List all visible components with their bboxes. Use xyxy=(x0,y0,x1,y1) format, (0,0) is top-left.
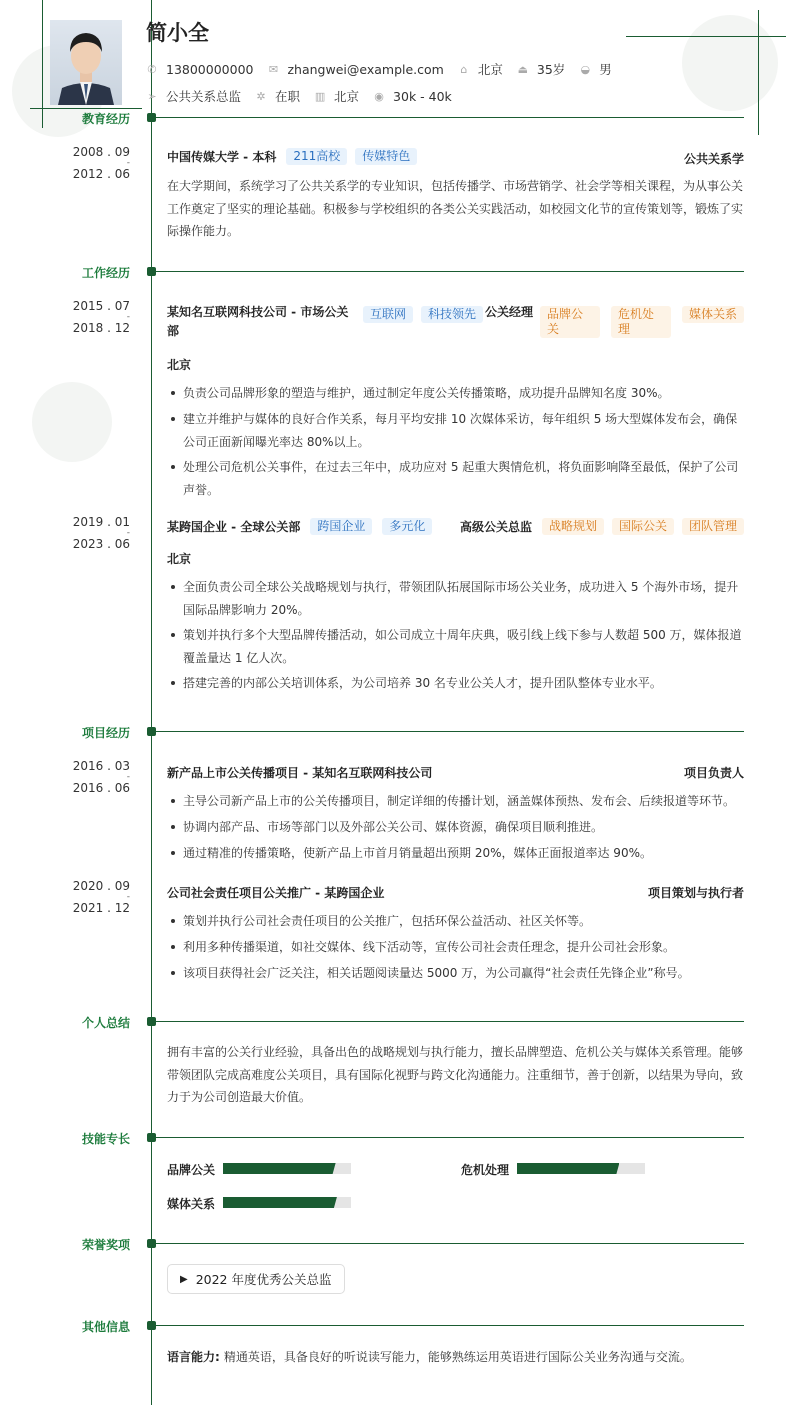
tag: 多元化 xyxy=(382,518,432,535)
date-start: 2020 . 09 xyxy=(72,879,130,893)
intent-row xyxy=(146,87,466,105)
job-role: 公关经理 xyxy=(485,305,534,319)
other-text: 精通英语，具备良好的听说读写能力，能够熟练运用英语进行国际公关业务沟通与交流。 xyxy=(223,1350,692,1364)
building-icon: ▥ xyxy=(314,89,326,103)
section-marker xyxy=(147,1133,156,1142)
date-range: 2015 . 07 - 2018 . 12 xyxy=(72,299,130,335)
date-range: 2016 . 03 - 2016 . 06 xyxy=(72,759,130,795)
skill-bar-fill xyxy=(223,1163,336,1174)
list-item: 策划并执行多个大型品牌传播活动，如公司成立十周年庆典，吸引线上线下参与人数超 500 万，媒体报道覆盖量达 1 亿人次。 xyxy=(167,624,744,669)
date-end: 2023 . 06 xyxy=(72,537,130,551)
date-range: 2008 . 09 - 2012 . 06 xyxy=(72,145,130,181)
date-range: 2019 . 01 - 2023 . 06 xyxy=(72,515,130,551)
skill-bar xyxy=(223,1163,351,1174)
salary-value: 30k - 40k xyxy=(393,88,452,104)
tag: 跨国企业 xyxy=(310,518,372,535)
decor-circle xyxy=(682,15,778,111)
email-value: zhangwei@example.com xyxy=(287,61,444,77)
section-marker xyxy=(147,727,156,736)
decor-line xyxy=(758,10,759,135)
major: 公共关系学 xyxy=(683,152,744,166)
list-item: 主导公司新产品上市的公关传播项目，制定详细的传播计划，涵盖媒体预热、发布会、后续报道等环节。 xyxy=(167,790,744,813)
skill-name: 危机处理 xyxy=(461,1163,510,1177)
date-start: 2008 . 09 xyxy=(72,145,130,159)
age-value: 35岁 xyxy=(536,62,566,77)
list-item: 协调内部产品、市场等部门以及外部公关公司、媒体资源，确保项目顺利推进。 xyxy=(167,816,744,839)
list-item: 该项目获得社会广泛关注，相关话题阅读量达 5000 万，为公司赢得“社会责任先锋企业”称号。 xyxy=(167,962,744,985)
age-icon: ⏏ xyxy=(517,62,529,76)
work-heading xyxy=(167,518,432,535)
tag: 团队管理 xyxy=(682,518,744,535)
list-item: 处理公司危机公关事件，在过去三年中，成功应对 5 起重大舆情危机，将负面影响降至最低，保护了公司声誉。 xyxy=(167,456,744,501)
company-name: 某知名互联网科技公司 - 市场公关部 xyxy=(167,305,349,338)
list-item: 通过精准的传播策略，使新产品上市首月销量超出预期 20%，媒体正面报道率达 90%。 xyxy=(167,842,744,865)
section-marker xyxy=(147,1239,156,1248)
section-title-education: 教育经历 xyxy=(81,112,130,126)
award-name: 2022 年度优秀公关总监 xyxy=(195,1272,332,1287)
date-start: 2019 . 01 xyxy=(72,515,130,529)
status-value: 在职 xyxy=(275,89,301,104)
section-divider xyxy=(156,1243,744,1244)
mail-icon: ✉ xyxy=(268,62,279,76)
section-title-work: 工作经历 xyxy=(81,266,130,280)
list-item: 负责公司品牌形象的塑造与维护，通过制定年度公关传播策略，成功提升品牌知名度 30%。 xyxy=(167,382,744,405)
date-end: 2018 . 12 xyxy=(72,321,130,335)
list-item: 搭建完善的内部公关培训体系，为公司培养 30 名专业公关人才，提升团队整体专业水平。 xyxy=(167,672,744,695)
expand-triangle-icon: ▶ xyxy=(180,1273,188,1285)
gender-icon: ◒ xyxy=(580,62,591,76)
date-end: 2021 . 12 xyxy=(72,901,130,915)
work-city: 北京 xyxy=(167,552,192,566)
skill-bar-fill xyxy=(517,1163,619,1174)
city-value: 北京 xyxy=(477,62,503,77)
phone-value: 13800000000 xyxy=(166,61,254,77)
section-divider xyxy=(156,1021,744,1022)
date-end: 2012 . 06 xyxy=(72,167,130,181)
tag: 国际公关 xyxy=(612,518,674,535)
section-marker xyxy=(147,1017,156,1026)
tag: 科技领先 xyxy=(421,306,483,323)
phone-icon: ✆ xyxy=(147,62,157,76)
send-icon: ➢ xyxy=(147,89,157,103)
date-range: 2020 . 09 - 2021 . 12 xyxy=(72,879,130,915)
candidate-name: 简小全 xyxy=(146,21,209,45)
job-role: 高级公关总监 xyxy=(459,520,532,534)
project-role: 项目策划与执行者 xyxy=(647,886,744,900)
education-description: 在大学期间，系统学习了公共关系学的专业知识，包括传播学、市场营销学、社会学等相关课程，为从事公关工作奠定了坚实的理论基础。积极参与学校组织的各类公关实践活动，如校园文化节的宣传策划等，锻炼了实际操作能力。 xyxy=(167,179,744,238)
tag: 211高校 xyxy=(286,148,347,165)
contact-row xyxy=(146,60,626,78)
target-position: 公共关系总监 xyxy=(166,89,242,104)
section-title-skills: 技能专长 xyxy=(81,1132,130,1146)
award-item[interactable] xyxy=(167,1264,345,1294)
project-name: 新产品上市公关传播项目 - 某知名互联网科技公司 xyxy=(167,766,433,780)
project-role: 项目负责人 xyxy=(683,766,744,780)
other-info xyxy=(167,1347,744,1367)
project-name: 公司社会责任项目公关推广 - 某跨国企业 xyxy=(167,886,385,900)
section-marker xyxy=(147,267,156,276)
list-item: 全面负责公司全球公关战略规划与执行，带领团队拓展国际市场公关业务，成功进入 5 个海外市场，提升国际品牌影响力 20%。 xyxy=(167,576,744,621)
company-name: 某跨国企业 - 全球公关部 xyxy=(167,520,301,534)
status-icon: ✲ xyxy=(256,89,266,103)
decor-line xyxy=(626,36,786,37)
section-title-awards: 荣誉奖项 xyxy=(81,1238,130,1252)
tag: 战略规划 xyxy=(542,518,604,535)
skill-name: 品牌公关 xyxy=(167,1163,216,1177)
education-heading xyxy=(167,148,417,165)
list-item: 建立并维护与媒体的良好合作关系，每月平均安排 10 次媒体采访，每年组织 5 场大型媒体发布会，确保公司正面新闻曝光率达 80%以上。 xyxy=(167,408,744,453)
work-city: 北京 xyxy=(167,358,192,372)
decor-circle xyxy=(32,382,112,462)
section-divider xyxy=(156,271,744,272)
date-start: 2016 . 03 xyxy=(72,759,130,773)
home-icon: ⌂ xyxy=(460,62,468,76)
date-end: 2016 . 06 xyxy=(72,781,130,795)
avatar xyxy=(50,20,122,105)
list-item: 利用多种传播渠道，如社交媒体、线下活动等，宣传公司社会责任理念，提升公司社会形象。 xyxy=(167,936,744,959)
other-label: 语言能力: xyxy=(167,1350,220,1364)
skill-bar-fill xyxy=(223,1197,337,1208)
section-divider xyxy=(156,731,744,732)
summary-text: 拥有丰富的公关行业经验，具备出色的战略规划与执行能力，擅长品牌塑造、危机公关与媒体关系管理。能够带领团队完成高难度公关项目，具有国际化视野与跨文化沟通能力。注重细节，善于创新，以结果为导向，致力于为公司创造最大价值。 xyxy=(167,1045,744,1104)
tag: 品牌公关 xyxy=(540,306,600,338)
date-start: 2015 . 07 xyxy=(72,299,130,313)
section-divider xyxy=(156,1325,744,1326)
tag: 互联网 xyxy=(363,306,413,323)
section-title-other: 其他信息 xyxy=(81,1320,130,1334)
section-divider xyxy=(156,117,744,118)
tag: 传媒特色 xyxy=(355,148,417,165)
section-title-summary: 个人总结 xyxy=(81,1016,130,1030)
money-icon: ◉ xyxy=(374,89,384,103)
skill-bar xyxy=(517,1163,645,1174)
skill-bar xyxy=(223,1197,351,1208)
section-marker xyxy=(147,1321,156,1330)
tag: 媒体关系 xyxy=(682,306,744,323)
timeline-line xyxy=(151,0,152,1405)
skill-name: 媒体关系 xyxy=(167,1197,216,1211)
decor-line xyxy=(30,108,142,109)
gender-value: 男 xyxy=(599,62,612,77)
work-role-group xyxy=(460,518,744,535)
school-name: 中国传媒大学 - 本科 xyxy=(167,150,277,164)
target-city: 北京 xyxy=(334,89,360,104)
section-marker xyxy=(147,113,156,122)
tag: 危机处理 xyxy=(611,306,671,338)
section-divider xyxy=(156,1137,744,1138)
section-title-projects: 项目经历 xyxy=(81,726,130,740)
list-item: 策划并执行公司社会责任项目的公关推广，包括环保公益活动、社区关怀等。 xyxy=(167,910,744,933)
